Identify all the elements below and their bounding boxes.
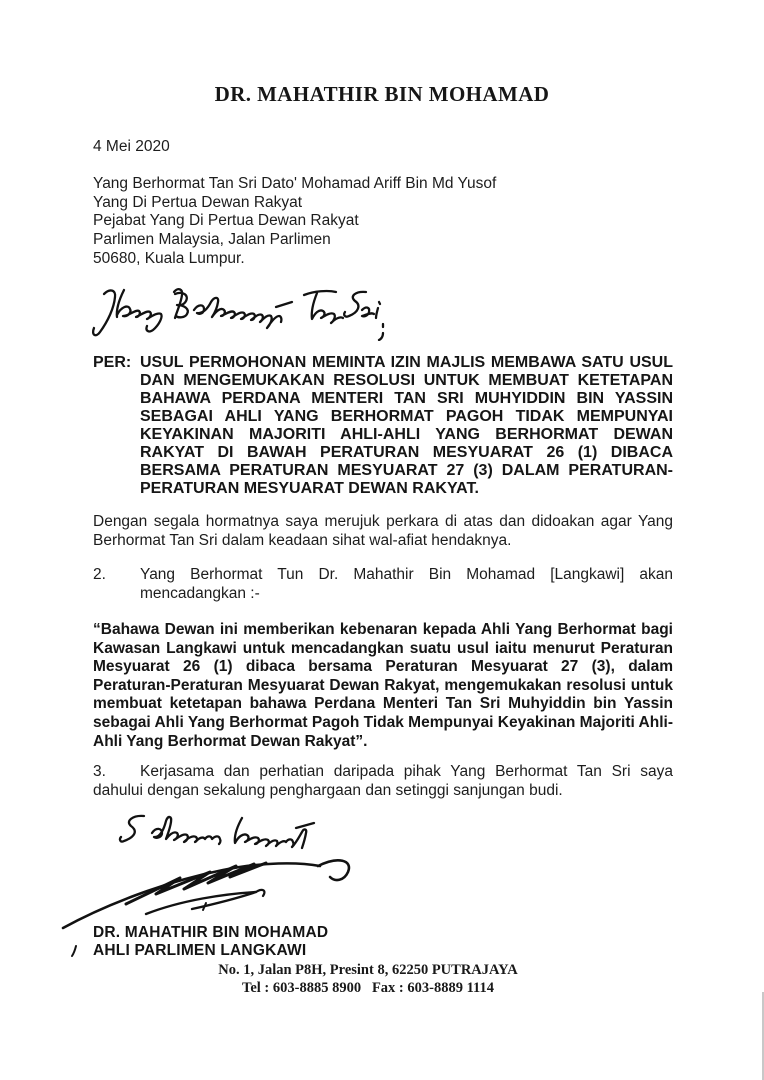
recipient-line: Yang Di Pertua Dewan Rakyat [93,193,303,211]
handwritten-salutation [90,283,385,341]
paragraph-intro: Dengan segala hormatnya saya merujuk perkara di atas dan didoakan agar Yang Berhormat Tan Sri dalam keadaan sihat wal-afiat hendaknya. [93,513,673,549]
handwriting-ink [90,283,385,341]
handwriting-ink [118,809,363,861]
subject-block [93,354,673,498]
signatory-name: DR. MAHATHIR BIN MOHAMAD [93,924,329,941]
handwritten-closing [118,809,363,861]
signatory-title: AHLI PARLIMEN LANGKAWI [93,942,307,959]
subject-text: USUL PERMOHONAN MEMINTA IZIN MAJLIS MEMBAWA SATU USUL DAN MENGEMUKAKAN RESOLUSI UNTUK MEMBUAT KETETAPAN BAHAWA PERDANA MENTERI TAN SRI MUHYIDDIN BIN YASSIN SEBAGAI AHLI YANG BERHORMAT PAGOH TIDAK MEMPUNYAI KEYAKINAN MAJORITI AHLI-AHLI YANG BERHORMAT DEWAN RAKYAT DI BAWAH PERATURAN MESYUARAT 26 (1) DIBACA BERSAMA PERATURAN MESYUARAT 27 (3) DALAM PERATURAN-PERATURAN MESYUARAT DEWAN RAKYAT. [140,354,673,497]
motion-quote: “Bahawa Dewan ini memberikan kebenaran kepada Ahli Yang Berhormat bagi Kawasan Langkawi untuk mencadangkan suatu usul iaitu menurut Peraturan Mesyuarat 26 (1) dibaca bersama Peraturan Mesyuarat 27 (3), dalam Peraturan-Peraturan Mesyuarat Dewan Rakyat, mengemukakan resolusi untuk membuat ketetapan bahawa Perdana Menteri Tan Sri Muhyiddin bin Yassin sebagai Ahli Yang Berhormat Pagoh Tidak Mempunyai Keyakinan Majoriti Ahli-Ahli Yang Berhormat Dewan Rakyat”. [93,621,673,750]
paragraph-2 [93,566,673,604]
letter-date: 4 Mei 2020 [93,138,170,155]
paragraph-3-text: Kerjasama dan perhatian daripada pihak Yang Berhormat Tan Sri saya dahului dengan sekalung penghargaan dan setinggi sanjungan budi. [93,763,673,799]
subject-label: PER: [93,354,132,371]
paragraph-2-text: Yang Berhormat Tun Dr. Mahathir Bin Mohamad [Langkawi] akan mencadangkan :- [140,566,673,602]
recipient-line: 50680, Kuala Lumpur. [93,249,245,267]
footer-tel-fax: Tel : 603-8885 8900 Fax : 603-8889 1114 [241,980,494,996]
recipient-line: Parlimen Malaysia, Jalan Parlimen [93,231,331,249]
paragraph-3 [93,763,673,801]
footer-contact [0,961,750,997]
paragraph-3-number: 3. [93,763,106,780]
recipient-line: Yang Berhormat Tan Sri Dato' Mohamad Ariff Bin Md Yusof [93,175,497,192]
letterhead-name: DR. MAHATHIR BIN MOHAMAD [214,82,550,106]
paragraph-2-number: 2. [93,566,106,583]
recipient-address [93,175,496,269]
footer-address: No. 1, Jalan P8H, Presint 8, 62250 PUTRAJAYA [218,962,518,978]
recipient-line: Pejabat Yang Di Pertua Dewan Rakyat [93,212,359,230]
